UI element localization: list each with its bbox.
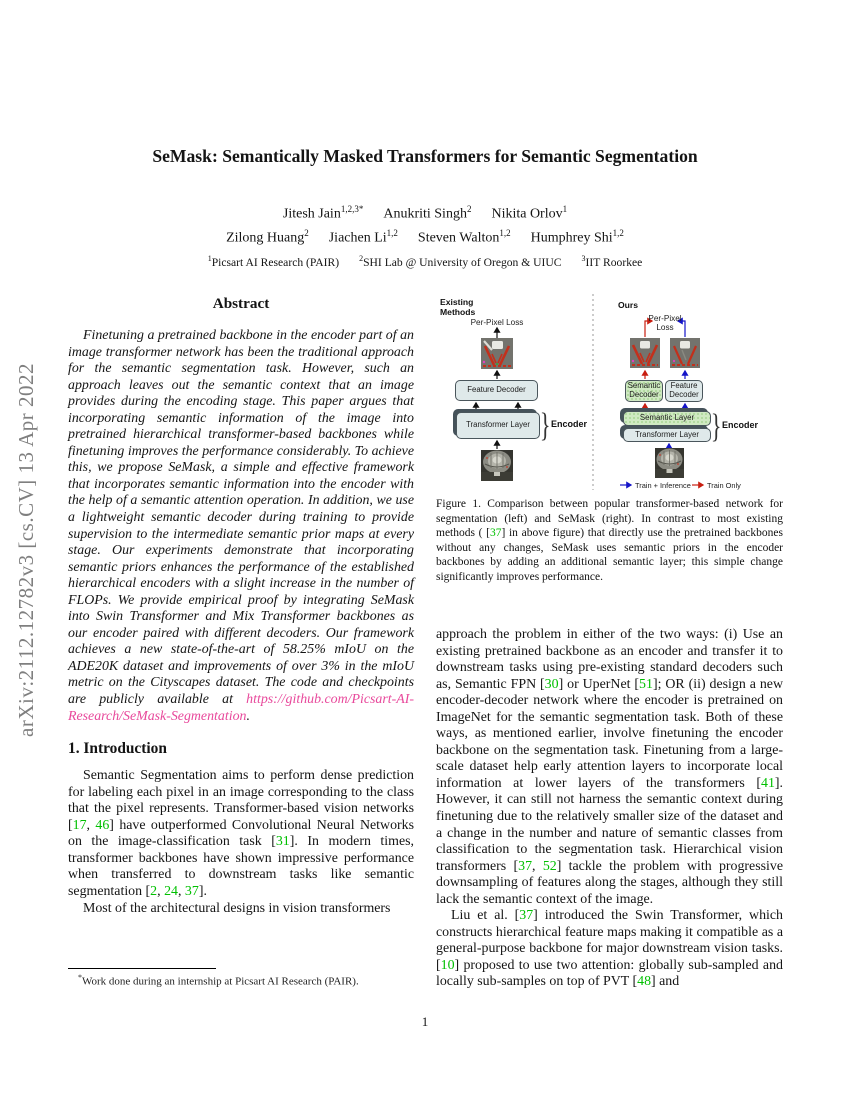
semantic-layer-label: Semantic Layer bbox=[639, 413, 695, 423]
left-column bbox=[68, 295, 414, 917]
per-pixel-loss-label-right: Per-Pixel Loss bbox=[648, 314, 682, 332]
figure-1 bbox=[434, 292, 786, 492]
author-line-1: Jitesh Jain$^{1,2,3*}$ Anukriti Singh$^2$ Nikita Orlov$^1$ bbox=[282, 204, 568, 222]
footnote-rule bbox=[68, 968, 216, 969]
abstract-paragraph: Finetuning a pretrained backbone in the encoder part of an image transformer network has been the traditional approach for the semantic segmentation task. However, such an approach leaves out the semantic context that an image provides during the encoding stage. This paper argues that incorporating semantic information of the image into pretrained hierarchical transformer-based backbones while finetuning improves the performance considerably. To achieve this, we propose SeMask, a simple and effective framework that incorporates semantic information into the encoder with the help of a semantic attention operation. In addition, we use a lightweight semantic decoder during training to provide supervision to the intermediate semantic prior maps at every stage. Our experiments demonstrate that incorporating semantic priors enhances the performance of the established hierarchical encoders with a slight increase in the number of FLOPs. We provide empirical proof by integrating SeMask into Swin Transformer and Mix Transformer backbones as our encoder paired with different decoders. Our framework achieves a new state-of-the-art of 58.25% mIoU on the ADE20K dataset and improvements of over 3% in the mIoU metric on the Cityscapes dataset. The code and checkpoints are publicly available at https://github.com/Picsart-AI-Research/SeMask-Segmentation. bbox=[68, 328, 414, 724]
semantic-decoder-label: Semantic Decoder bbox=[627, 381, 661, 399]
figure-1-caption: Figure 1. Comparison between popular transformer-based network for segmentation (left) and SeMask (right). In contrast to most existing methods ( [37] in above figure) that directly use the pretrained backbones without any changes, SeMask uses semantic priors in the encoder backbones by adding an additional semantic layer; this simple change significantly improves performance. bbox=[436, 498, 783, 583]
feature-decoder-label-left: Feature Decoder bbox=[467, 385, 526, 395]
footnote bbox=[68, 968, 414, 988]
author-line-2: Zilong Huang$^2$ Jiachen Li$^{1,2}$ Steven Walton$^{1,2}$ Humphrey Shi$^{1,2}$ bbox=[226, 227, 624, 246]
intro-paragraph-2: Most of the architectural designs in vision transformers bbox=[83, 900, 391, 916]
transformer-layer-box-right bbox=[623, 428, 711, 442]
feature-output-image bbox=[670, 338, 700, 368]
input-photo-image bbox=[481, 450, 513, 481]
author-block bbox=[60, 200, 790, 269]
ours-label: Ours bbox=[618, 300, 639, 310]
transformer-layer-label-left: Transformer Layer bbox=[466, 420, 530, 430]
per-pixel-loss-label-left: Per-Pixel Loss bbox=[470, 318, 524, 327]
right-paragraph-1: approach the problem in either of the two ways: (i) Use an existing pretrained backbone as an encoder and transfer it to downstream tasks using pre-existing standard decoders such as, Semantic FPN [30] or UperNet [51]; OR (ii) design a new encoder-decoder network where the encoder is pretrained on ImageNet for the semantic segmentation task. Both of these ways, as mentioned earlier, involve finetuning the encoder backbone on the segmentation task. Finetuning from a large-scale dataset help early attention layers to incorporate local information at lower layers of the transformers [41]. However, it can still not harness the semantic context during finetuning due to the relatively smaller size of the dataset and a change in the number and nature of semantic classes from classification to the segmentation task. Hierarchical vision transformers [37, 52] tackle the problem with progressive downsampling of features along the stages, although they still lack the semantic context of the image. bbox=[436, 627, 783, 907]
encoder-brace-right: } bbox=[710, 408, 722, 445]
intro-paragraph-1: Semantic Segmentation aims to perform dense prediction for labeling each pixel in an image corresponding to the class that the pixel represents. Transformer-based vision networks [17, 46] have outperformed Convolutional Neural Networks on the image-classification task [31]. In modern times, transformer backbones have shown impressive performance when transferred to downstream tasks like semantic segmentation [2, 24, 37]. bbox=[68, 768, 414, 899]
right-column bbox=[436, 627, 783, 991]
legend-train-only: Train Only bbox=[707, 481, 741, 490]
affiliations: $^1$Picsart AI Research (PAIR) $^2$SHI Lab @ University of Oregon & UIUC $^3$IIT Roorkee bbox=[207, 254, 643, 270]
semantic-decoder-box bbox=[625, 380, 663, 402]
paper-title: SeMask: Semantically Masked Transformers for Semantic Segmentation bbox=[152, 146, 698, 166]
feature-decoder-box-left bbox=[455, 380, 538, 401]
transformer-layer-label-right: Transformer Layer bbox=[635, 429, 699, 439]
legend-train-inference: Train + Inference bbox=[635, 481, 691, 490]
abstract-heading: Abstract bbox=[212, 295, 270, 312]
arxiv-watermark: arXiv:2112.12782v3 [cs.CV] 13 Apr 2022 bbox=[14, 362, 38, 738]
feature-decoder-box-right bbox=[665, 380, 703, 402]
github-link[interactable]: https://github.com/Picsart-AI-Research/SeMask-Segmentation bbox=[68, 692, 414, 724]
encoder-brace-left: } bbox=[539, 407, 551, 444]
page-number: 1 bbox=[421, 1014, 429, 1029]
existing-methods-label: Existing Methods bbox=[440, 297, 476, 317]
feature-decoder-label-right: Feature Decoder bbox=[669, 381, 699, 399]
semantic-layer-box bbox=[623, 411, 711, 426]
encoder-label-left: Encoder bbox=[551, 419, 588, 429]
right-paragraph-2: Liu et al. [37] introduced the Swin Transformer, which constructs hierarchical feature maps making it compatible as a general-purpose backbone for major downstream vision tasks. [10] proposed to use two attention: globally sub-sampled and locally sub-samples on top of PVT [48] and bbox=[436, 908, 783, 990]
input-photo-image-right bbox=[655, 448, 684, 478]
section-heading-introduction: 1. Introduction bbox=[68, 740, 167, 758]
segmentation-output-image bbox=[481, 338, 513, 369]
transformer-layer-box-left bbox=[456, 412, 540, 439]
semantic-output-image bbox=[630, 338, 660, 368]
footnote-text: *Work done during an internship at Picsart AI Research (PAIR). bbox=[78, 973, 359, 988]
encoder-label-right: Encoder bbox=[722, 420, 759, 430]
